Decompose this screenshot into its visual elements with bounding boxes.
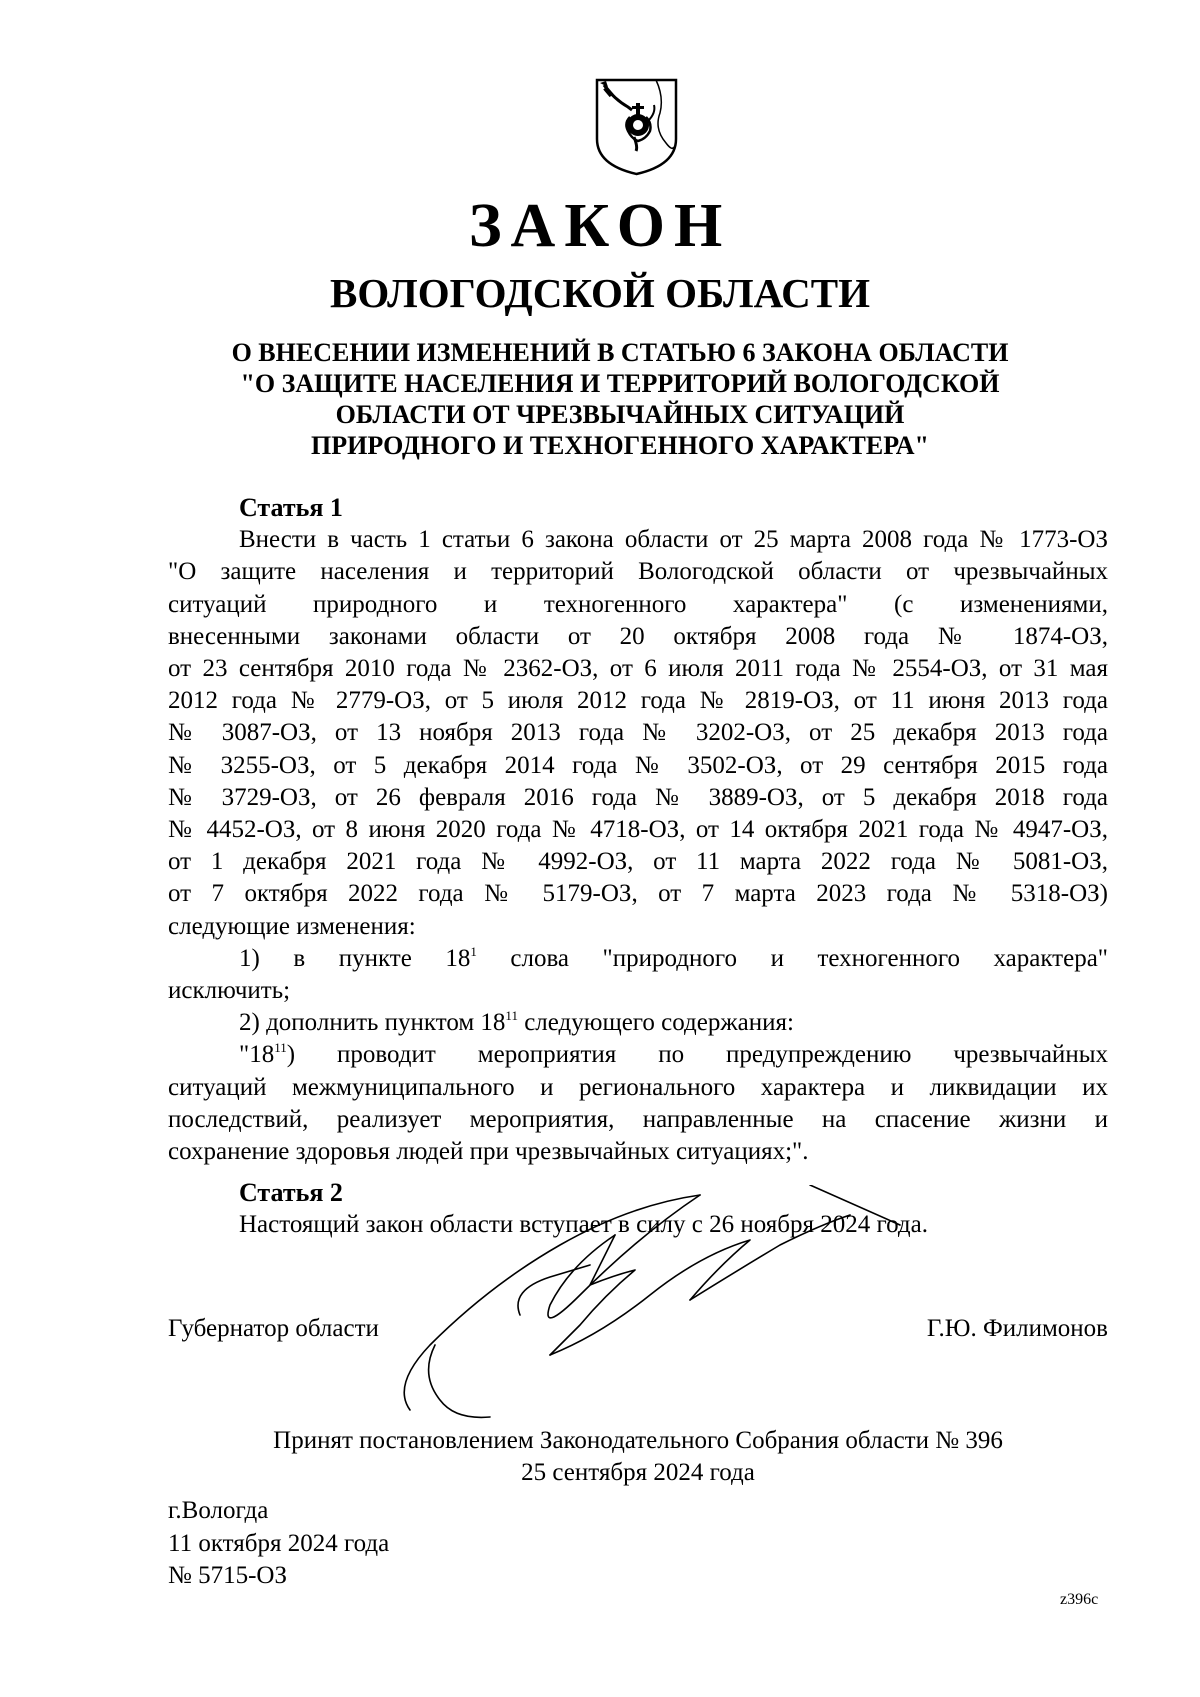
signatory-position: Губернатор области [168, 1315, 379, 1342]
new-clause-line: сохранение здоровья людей при чрезвычайных ситуациях;". [168, 1138, 809, 1166]
superscript: 1 [470, 943, 477, 959]
article-1-line: внесенными законами области от 20 октября 2008 года № 1874-ОЗ, [168, 622, 1108, 650]
new-clause-line: ситуаций межмуниципального и регионального характера и ликвидации их [168, 1073, 1108, 1101]
article-2-heading: Статья 2 [239, 1178, 343, 1207]
adoption-date: 25 сентября 2024 года [521, 1459, 755, 1486]
amendment-item-2-text: следующего содержания: [517, 1009, 794, 1037]
article-1-line: Внести в часть 1 статьи 6 закона области от 25 марта 2008 года № 1773-ОЗ [239, 526, 1108, 554]
amendment-item-2-text: 2) дополнить пунктом 18 [239, 1009, 506, 1037]
adoption-line: Принят постановлением Законодательного Собрания области № 396 [273, 1427, 1003, 1454]
article-1-line: от 7 октября 2022 года № 5179-ОЗ, от 7 марта 2023 года № 5318-ОЗ) [168, 880, 1108, 908]
document-code: z396c [1060, 1591, 1099, 1608]
new-clause-number: "18 [239, 1041, 275, 1069]
article-1-line: "О защите населения и территорий Вологодской области от чрезвычайных [168, 558, 1108, 586]
law-title-line: ОБЛАСТИ ОТ ЧРЕЗВЫЧАЙНЫХ СИТУАЦИЙ [335, 400, 905, 429]
amendment-item-2 [168, 1007, 1108, 1039]
new-clause-line: последствий, реализует мероприятия, направленные на спасение жизни и [168, 1105, 1108, 1133]
article-1-line: № 3255-ОЗ, от 5 декабря 2014 года № 3502-ОЗ, от 29 сентября 2015 года [168, 751, 1108, 779]
article-1-line: № 3729-ОЗ, от 26 февраля 2016 года № 3889-ОЗ, от 5 декабря 2018 года [168, 783, 1108, 811]
region-title: ВОЛОГОДСКОЙ ОБЛАСТИ [329, 270, 871, 316]
signatory-name: Г.Ю. Филимонов [926, 1315, 1108, 1342]
article-1-line: от 1 декабря 2021 года № 4992-ОЗ, от 11 марта 2022 года № 5081-ОЗ, [168, 848, 1108, 876]
signing-date: 11 октября 2024 года [168, 1529, 390, 1557]
article-1-heading: Статья 1 [239, 493, 343, 522]
document-type-title: ЗАКОН [468, 192, 732, 260]
article-1-line: 2012 года № 2779-ОЗ, от 5 июля 2012 года № 2819-ОЗ, от 11 июня 2013 года [168, 687, 1108, 715]
superscript: 11 [505, 1008, 518, 1024]
article-1-line: от 23 сентября 2010 года № 2362-ОЗ, от 6 июля 2011 года № 2554-ОЗ, от 31 мая [168, 655, 1108, 683]
new-clause-text [168, 1039, 1108, 1071]
law-title-line: ПРИРОДНОГО И ТЕХНОГЕННОГО ХАРАКТЕРА" [311, 431, 929, 460]
law-title-line: "О ЗАЩИТЕ НАСЕЛЕНИЯ И ТЕРРИТОРИЙ ВОЛОГОДСКОЙ [240, 369, 1000, 398]
place-date-number [168, 1495, 389, 1593]
amendment-item-1 [168, 943, 1108, 975]
new-clause-text-part: ) проводит мероприятия по предупреждению чрезвычайных [286, 1041, 1108, 1069]
law-number: № 5715-ОЗ [168, 1562, 288, 1589]
amendment-item-1-text: слова "природного и техногенного характера" [476, 944, 1108, 972]
handwritten-signature [400, 1185, 910, 1425]
adoption-note [168, 1425, 1108, 1489]
city: г.Вологда [168, 1497, 269, 1524]
article-1-line: следующие изменения: [168, 912, 416, 940]
article-1 [168, 492, 1108, 1168]
law-title [170, 337, 1070, 461]
article-1-line: № 3087-ОЗ, от 13 ноября 2013 года № 3202-ОЗ, от 25 декабря 2013 года [168, 719, 1108, 747]
law-title-line: О ВНЕСЕНИИ ИЗМЕНЕНИЙ В СТАТЬЮ 6 ЗАКОНА ОБЛАСТИ [231, 338, 1009, 367]
article-1-line: № 4452-ОЗ, от 8 июня 2020 года № 4718-ОЗ, от 14 октября 2021 года № 4947-ОЗ, [168, 816, 1108, 844]
amendment-item-1-continued: исключить; [168, 977, 291, 1005]
article-1-line: ситуаций природного и техногенного характера" (с изменениями, [168, 590, 1108, 618]
amendment-item-1-text: 1) в пункте 18 [239, 944, 471, 972]
vologda-coat-of-arms-icon [594, 77, 679, 177]
article-2-text: Настоящий закон области вступает в силу с 26 ноября 2024 года. [239, 1211, 928, 1239]
superscript: 11 [274, 1040, 287, 1056]
